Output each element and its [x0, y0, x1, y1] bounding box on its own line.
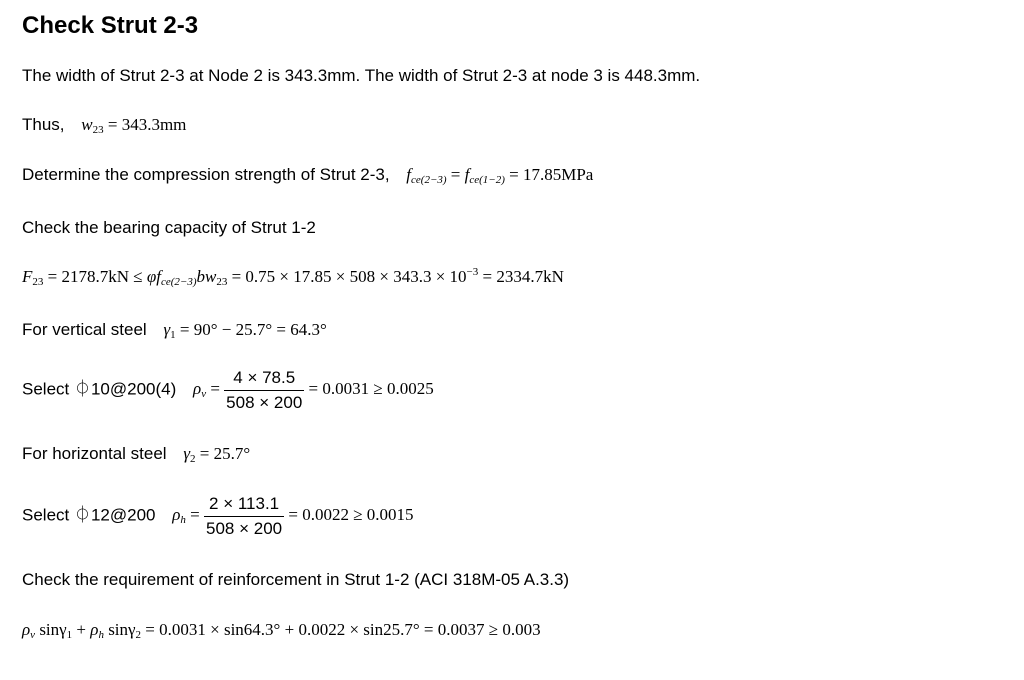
select-vertical-label: Select ⏀10@200(4)	[22, 379, 177, 399]
compression-text: Determine the compression strength of Strut 2-3,	[22, 165, 390, 184]
vertical-steel-line	[22, 320, 327, 341]
compression-equation: $f_{ce(2-3)} = f_{ce(1-2)} = 17.85MPa$	[406, 165, 594, 186]
rho-h-fraction: $\frac{2 \times 113.1}{508 \times 200}$	[206, 494, 283, 538]
w23-equation: $w_{23} = 343.3mm$	[81, 115, 187, 136]
requirement-equation: $\rho_v$ $\sin\gamma_1 + \rho_h$ sinγ$_2$ = 0.0031 × sin64.3° + 0.0022 × sin25.7° = 0.0037 ≥ 0.003	[22, 620, 541, 641]
horizontal-steel-line	[22, 444, 250, 465]
strut-width-text: The width of Strut 2-3 at Node 2 is 343.3mm. The width of Strut 2-3 at node 3 is 448.3mm.	[22, 66, 701, 85]
compression-strength-line	[22, 165, 593, 186]
select-vertical-line	[22, 368, 434, 413]
bearing-capacity-label: Check the bearing capacity of Strut 1-2	[22, 218, 316, 237]
rho-h-equation: $\rho_h$ = $\frac{2 \times 113.1}{508 \times 200}$ = 0.0022 ≥ 0.0015	[172, 494, 414, 538]
thus-label: Thus,	[22, 115, 65, 134]
rho-v-fraction: $\frac{4 \times 78.5}{508 \times 200}$	[226, 368, 303, 412]
bearing-equation: $F_{23} = 2178.7kN \le \varphi f_{ce(2-3)}bw_{23} = 0.75 \times 17.85 \times 508 \times 343.3 \times 10^{-3} = 2334.7kN$	[22, 266, 564, 288]
thus-equation	[22, 115, 186, 136]
gamma1-equation: $\gamma_1 = 90^\circ - 25.7^\circ = 64.3^\circ$	[163, 320, 327, 341]
select-horizontal-label: Select ⏀12@200	[22, 505, 156, 525]
horizontal-steel-label: For horizontal steel	[22, 444, 167, 463]
rho-v-equation: $\rho_v$ = $\frac{4 \times 78.5}{508 \times 200}$ = 0.0031 ≥ 0.0025	[193, 368, 434, 412]
vertical-steel-label: For vertical steel	[22, 320, 147, 339]
select-horizontal-line	[22, 494, 414, 539]
requirement-label: Check the requirement of reinforcement in Strut 1-2 (ACI 318M-05 A.3.3)	[22, 570, 570, 589]
gamma2-equation: $\gamma_2 = 25.7^\circ$	[183, 444, 251, 465]
page-title: Check Strut 2-3	[22, 12, 199, 39]
